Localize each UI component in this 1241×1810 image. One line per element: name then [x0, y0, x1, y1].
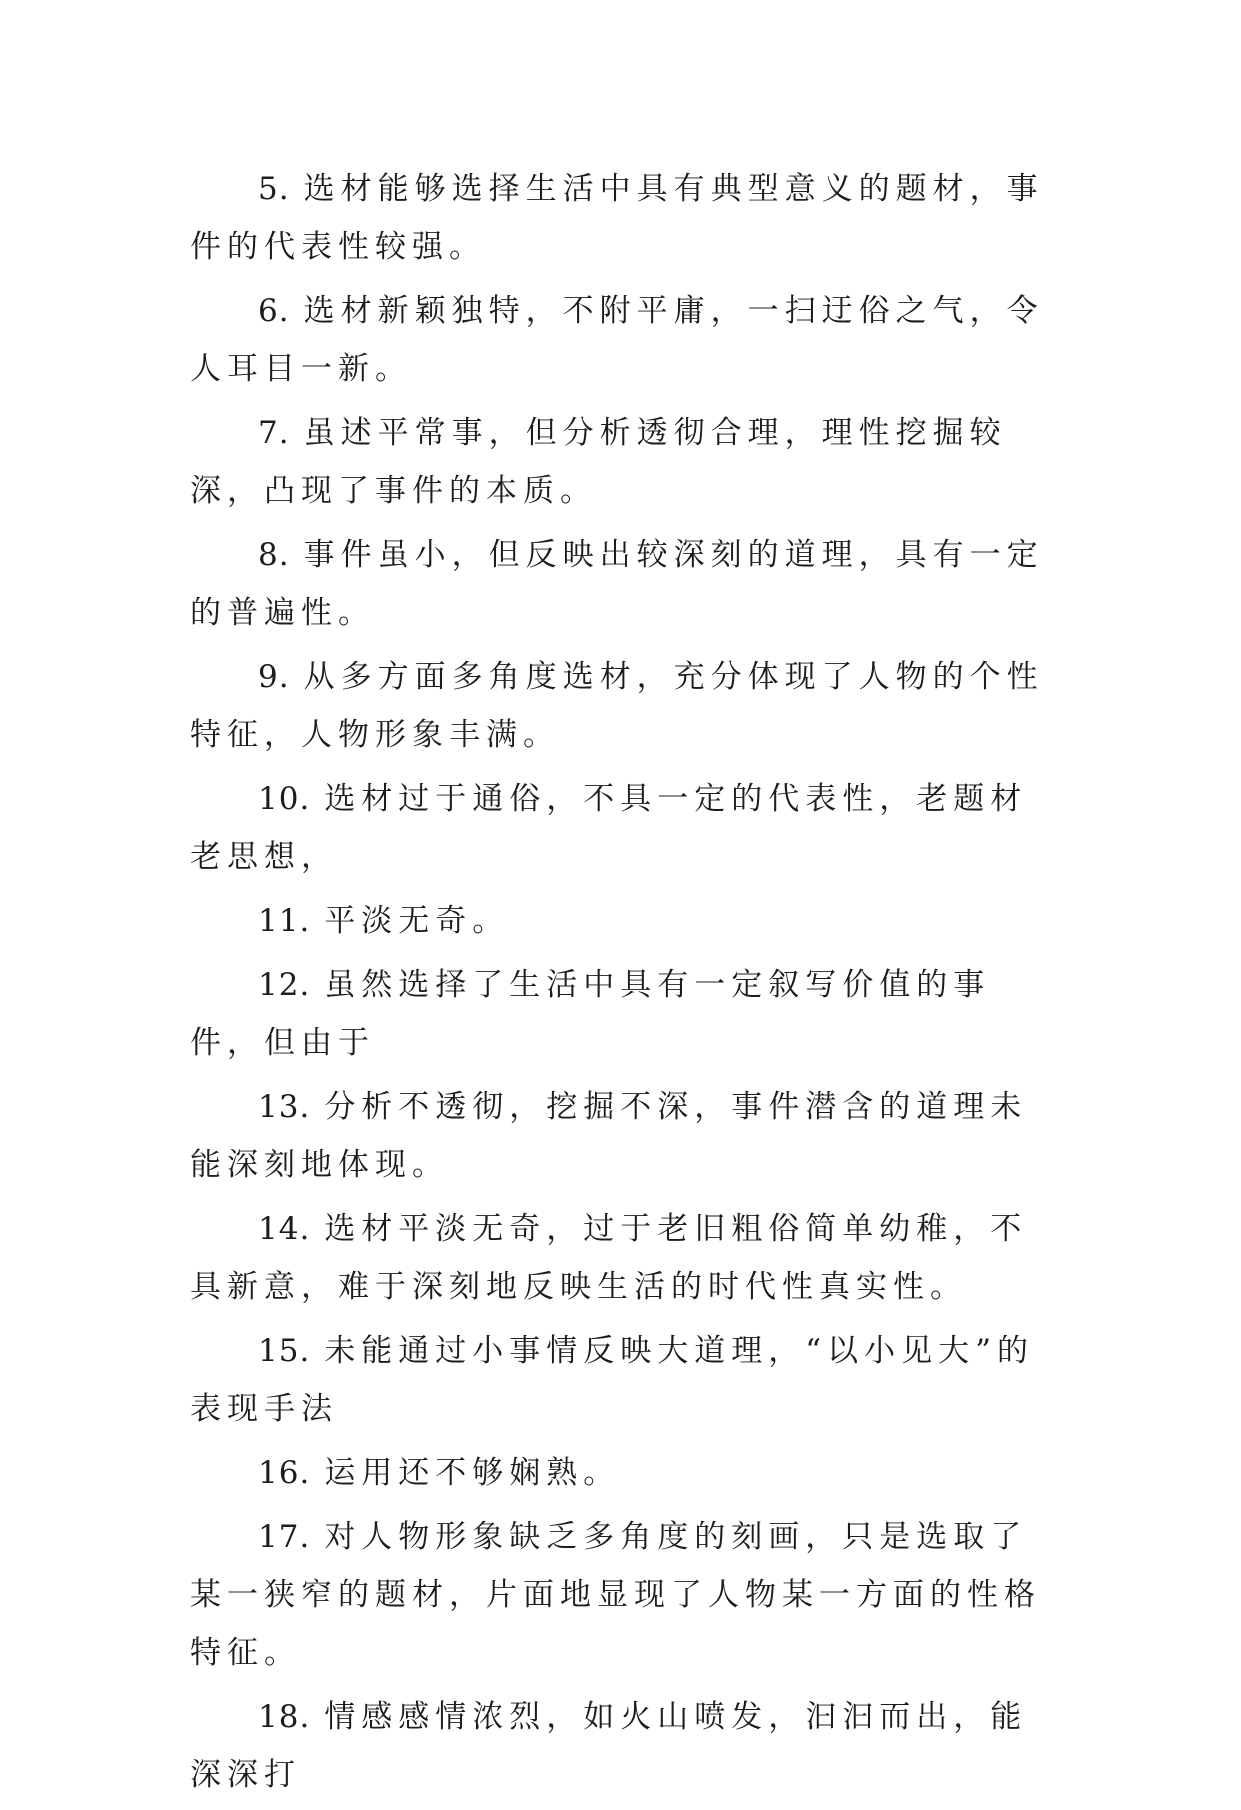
item-number: 17.	[258, 1519, 311, 1555]
list-item	[190, 1322, 1050, 1438]
list-item	[190, 770, 1050, 886]
item-number: 5.	[258, 171, 290, 207]
item-text: 选材能够选择生活中具有典型意义的题材，事件的代表性较强。	[190, 171, 1044, 265]
list-item	[190, 648, 1050, 764]
item-number: 8.	[258, 537, 290, 573]
item-text: 平淡无奇。	[324, 903, 510, 939]
item-text: 选材过于通俗，不具一定的代表性，老题材老思想，	[190, 781, 1028, 875]
list-item	[190, 1444, 1050, 1502]
item-number: 14.	[258, 1211, 311, 1247]
item-text: 虽述平常事，但分析透彻合理，理性挖掘较深，凸现了事件的本质。	[190, 415, 1007, 509]
list-item	[190, 892, 1050, 950]
item-text: 从多方面多角度选材，充分体现了人物的个性特征，人物形象丰满。	[190, 659, 1044, 753]
item-text: 分析不透彻，挖掘不深，事件潜含的道理未能深刻地体现。	[190, 1089, 1028, 1183]
list-item	[190, 160, 1050, 276]
document-body	[190, 160, 1050, 1810]
item-number: 9.	[258, 659, 290, 695]
item-text: 未能通过小事情反映大道理，“以小见大”的表现手法	[190, 1333, 1035, 1427]
item-number: 13.	[258, 1089, 311, 1125]
item-number: 12.	[258, 967, 311, 1003]
list-item	[190, 1688, 1050, 1804]
list-item	[190, 1078, 1050, 1194]
list-item	[190, 1200, 1050, 1316]
item-number: 7.	[258, 415, 290, 451]
item-text: 情感感情浓烈，如火山喷发，汩汩而出，能深深打	[190, 1699, 1028, 1793]
item-number: 6.	[258, 293, 290, 329]
item-number: 11.	[258, 903, 311, 939]
item-text: 运用还不够娴熟。	[324, 1455, 621, 1491]
item-text: 虽然选择了生活中具有一定叙写价值的事件，但由于	[190, 967, 991, 1061]
item-text: 选材平淡无奇，过于老旧粗俗简单幼稚，不具新意，难于深刻地反映生活的时代性真实性。	[190, 1211, 1028, 1305]
item-number: 18.	[258, 1699, 311, 1735]
list-item	[190, 526, 1050, 642]
list-item	[190, 282, 1050, 398]
item-text: 事件虽小，但反映出较深刻的道理，具有一定的普遍性。	[190, 537, 1044, 631]
list-item	[190, 1508, 1050, 1682]
item-number: 15.	[258, 1333, 311, 1369]
list-item	[190, 956, 1050, 1072]
item-number: 16.	[258, 1455, 311, 1491]
list-item	[190, 404, 1050, 520]
item-number: 10.	[258, 781, 311, 817]
item-text: 选材新颖独特，不附平庸，一扫迂俗之气，令人耳目一新。	[190, 293, 1044, 387]
item-text: 对人物形象缺乏多角度的刻画，只是选取了某一狭窄的题材，片面地显现了人物某一方面的性格特征。	[190, 1519, 1041, 1671]
